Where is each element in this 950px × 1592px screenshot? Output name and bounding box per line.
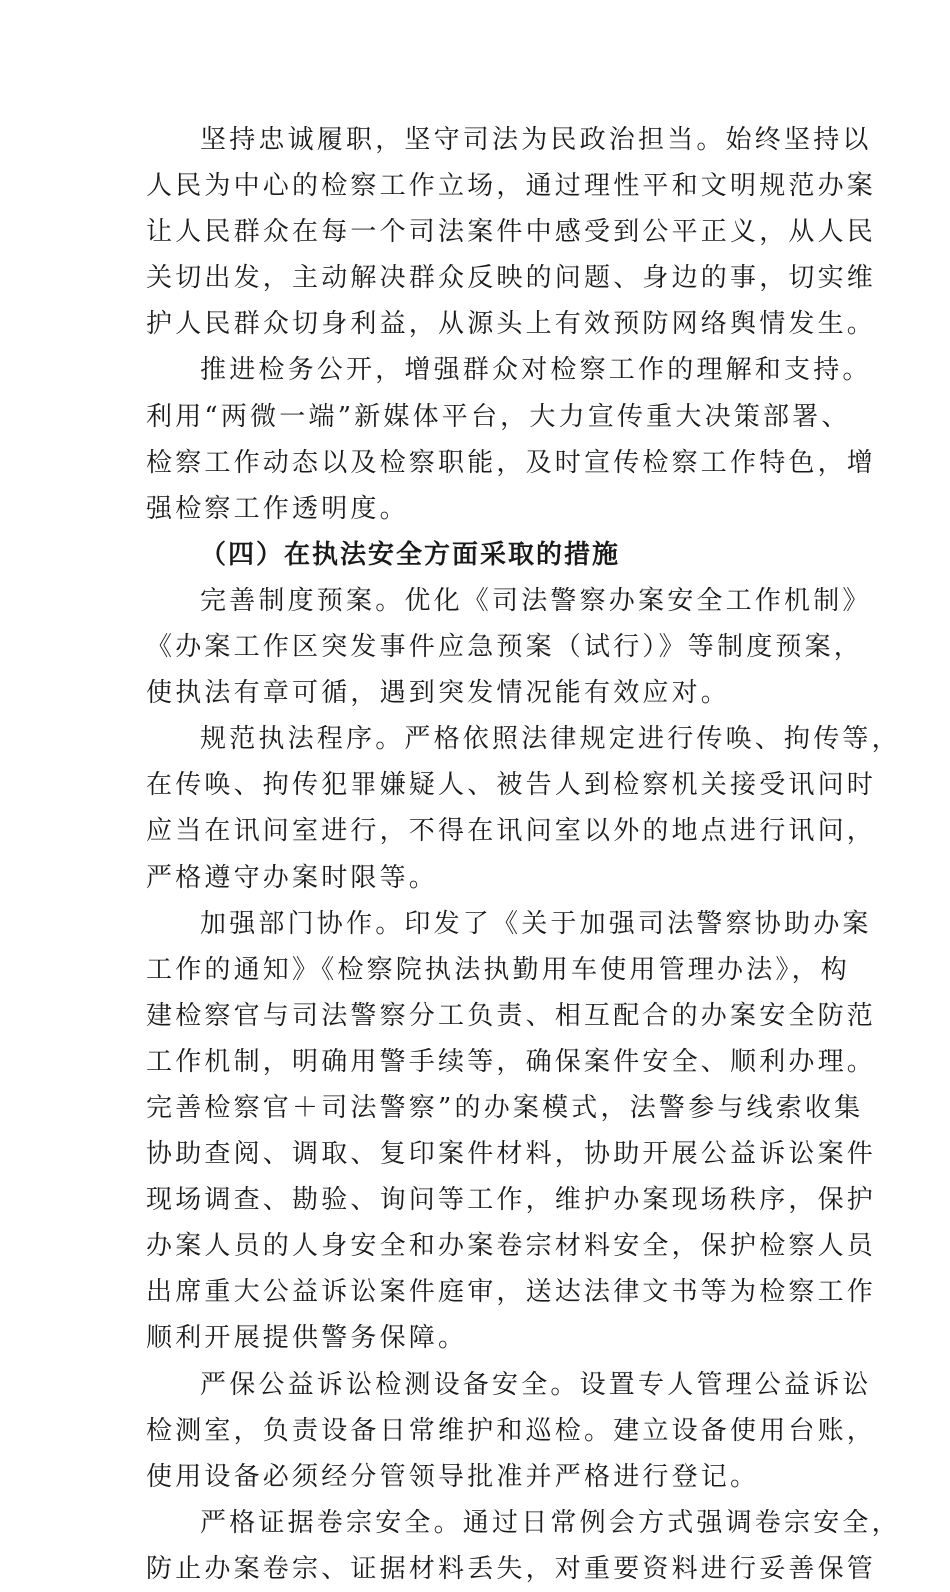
section-heading: （四）在执法安全方面采取的措施	[200, 539, 621, 570]
text-line: 完善检察官＋司法警察”的办案模式，法警参与线索收集	[146, 1092, 864, 1123]
text-line: 利用“两微一端”新媒体平台，大力宣传重大决策部署、	[146, 401, 851, 432]
text-line: 工作机制，明确用警手续等，确保案件安全、顺利办理。	[146, 1046, 877, 1077]
text-line: 让人民群众在每一个司法案件中感受到公平正义，从人民	[146, 217, 877, 248]
document-body	[146, 117, 901, 1592]
text-line: 办案人员的人身安全和办案卷宗材料安全，保护检察人员	[146, 1231, 877, 1262]
text-line: 坚持忠诚履职，坚守司法为民政治担当。始终坚持以	[200, 125, 872, 155]
text-line: 顺利开展提供警务保障。	[146, 1323, 468, 1354]
text-line: 检察工作动态以及检察职能，及时宣传检察工作特色，增	[146, 447, 877, 478]
text-line: 关切出发，主动解决群众反映的问题、身边的事，切实维	[146, 263, 877, 294]
text-line: 加强部门协作。印发了《关于加强司法警察协助办案	[200, 908, 872, 939]
text-line: 使用设备必须经分管领导批准并严格进行登记。	[146, 1461, 760, 1492]
text-line: 工作的通知》《检察院执法执勤用车使用管理办法》，构	[146, 954, 851, 985]
text-line: 现场调查、勘验、询问等工作，维护办案现场秩序，保护	[146, 1185, 877, 1216]
text-line: 规范执法程序。严格依照法律规定进行传唤、拘传等，	[200, 724, 901, 755]
text-line: 出席重大公益诉讼案件庭审，送达法律文书等为检察工作	[146, 1277, 877, 1308]
text-line: 严保公益诉讼检测设备安全。设置专人管理公益诉讼	[200, 1369, 872, 1400]
text-line: 严格证据卷宗安全。通过日常例会方式强调卷宗安全，	[200, 1507, 901, 1538]
text-line: 完善制度预案。优化《司法警察办案安全工作机制》	[200, 585, 872, 616]
text-line: 护人民群众切身利益，从源头上有效预防网络舆情发生。	[146, 309, 877, 340]
text-line: 使执法有章可循，遇到突发情况能有效应对。	[146, 678, 731, 709]
text-line: 严格遵守办案时限等。	[146, 862, 439, 893]
text-line: 人民为中心的检察工作立场，通过理性平和文明规范办案	[146, 171, 877, 202]
text-line: 防止办案卷宗、证据材料丢失，对重要资料进行妥善保管	[146, 1553, 877, 1584]
text-line: 推进检务公开，增强群众对检察工作的理解和支持。	[200, 355, 872, 386]
text-line: 在传唤、拘传犯罪嫌疑人、被告人到检察机关接受讯问时	[146, 770, 877, 801]
text-line: 检测室，负责设备日常维护和巡检。建立设备使用台账，	[146, 1415, 877, 1446]
text-line: 协助查阅、调取、复印案件材料，协助开展公益诉讼案件	[146, 1139, 877, 1170]
text-line: 应当在讯问室进行，不得在讯问室以外的地点进行讯问，	[146, 816, 877, 847]
text-line: 《办案工作区突发事件应急预案（试行）》等制度预案，	[146, 632, 864, 663]
text-line: 建检察官与司法警察分工负责、相互配合的办案安全防范	[146, 1000, 877, 1031]
text-line: 强检察工作透明度。	[146, 493, 409, 524]
